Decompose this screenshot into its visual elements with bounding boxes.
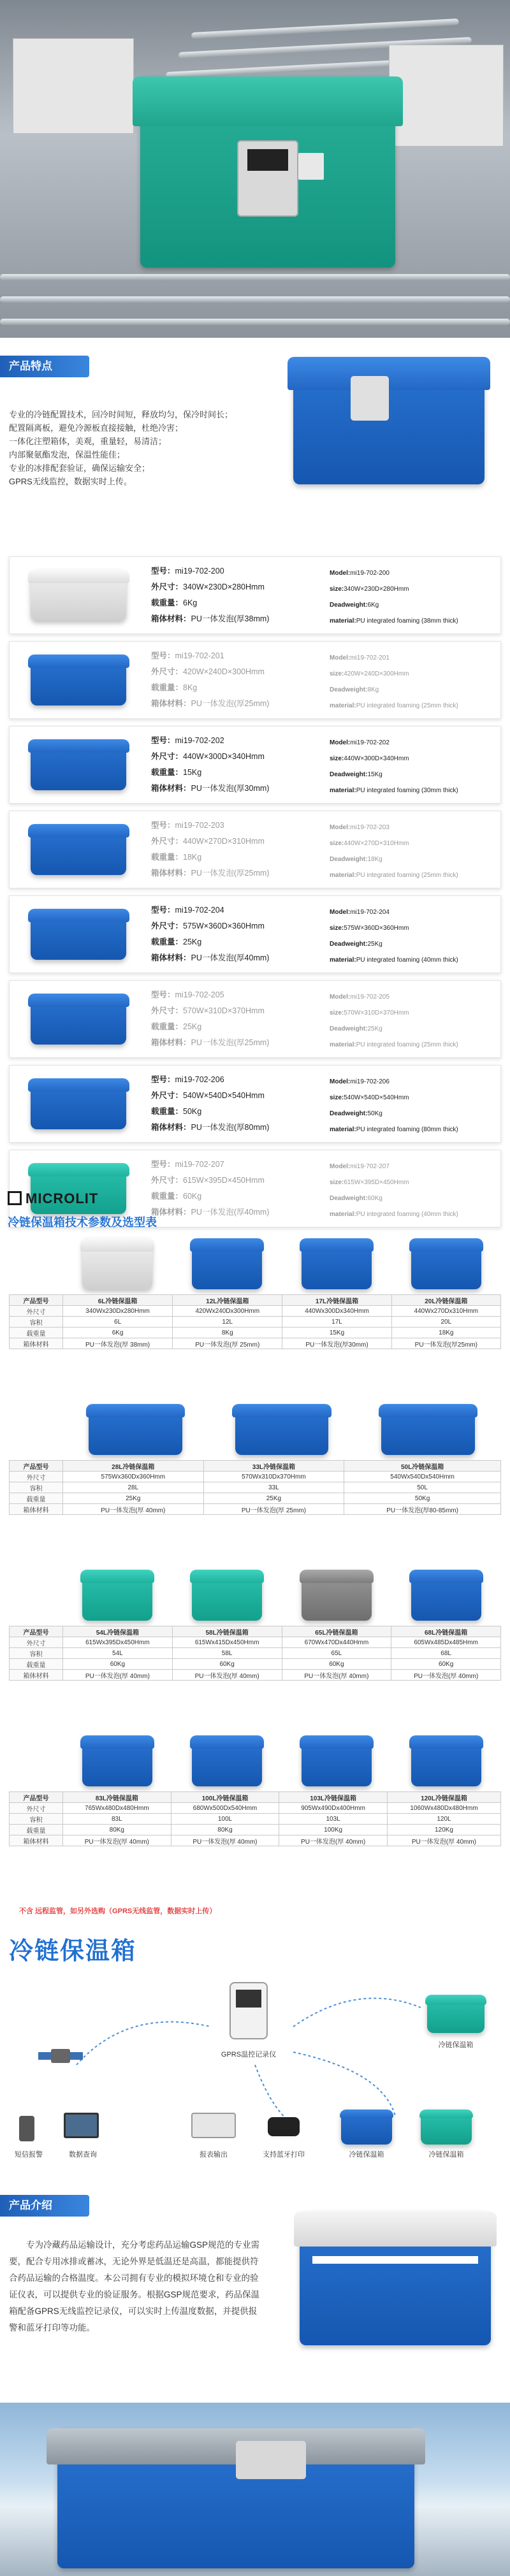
product-thumbnail xyxy=(15,1072,142,1136)
conveyor-roller xyxy=(0,296,510,303)
spec-cell: 60Kg xyxy=(172,1659,282,1670)
feature-item: 配置隔离板，避免冷源板直接接触，杜绝冷害； xyxy=(9,423,184,433)
spec-cell: 18Kg xyxy=(391,1328,500,1338)
spec-cell: PU一体发泡(厚 40mm) xyxy=(63,1504,204,1515)
box-a-label: 冷链保温箱 xyxy=(349,2151,384,2159)
blue-cooler-box xyxy=(293,357,484,484)
row-label: 箱体材料 xyxy=(10,1670,63,1681)
en-spec: Model:mi19-702-200 size:340W×230D×280Hmm Deadweight:6Kg material:PU integrated foaming (38mm thick) xyxy=(330,570,458,625)
row-label: 产品型号 xyxy=(10,1295,63,1306)
spec-cell: 440Wx300Dx340Hmm xyxy=(282,1306,391,1317)
conveyor-roller xyxy=(0,274,510,280)
spec-cell: 103L冷链保温箱 xyxy=(279,1792,388,1803)
spec-table-title: 冷链保温箱技术参数及选型表 xyxy=(8,1216,157,1229)
en-spec: Model:mi19-702-203 size:440W×270D×310Hmm Deadweight:18Kg material:PU integrated foaming (25mm thick) xyxy=(330,824,458,879)
en-spec: Model:mi19-702-206 size:540W×540D×540Hmm Deadweight:50Kg material:PU integrated foaming (80mm thick) xyxy=(330,1078,458,1133)
en-spec: Model:mi19-702-207 size:615W×395D×450Hmm Deadweight:60Kg material:PU integrated foaming (40mm thick) xyxy=(330,1163,458,1218)
spec-cell: 50L冷链保温箱 xyxy=(344,1461,501,1472)
row-label: 产品型号 xyxy=(10,1461,63,1472)
spec-cell: 440Wx270Dx310Hmm xyxy=(391,1306,500,1317)
spec-cell: 12L冷链保温箱 xyxy=(173,1295,282,1306)
feature-item: GPRS无线监控，数据实时上传。 xyxy=(9,477,132,486)
teal-cooler-icon xyxy=(427,1995,484,2033)
zh-spec: 型号：mi19-702-203 外尺寸：440W×270D×310Hmm 载重量：18Kg 箱体材料：PU一体发泡(厚25mm) xyxy=(151,821,270,878)
zh-spec: 型号：mi19-702-204 外尺寸：575W×360D×360Hmm 载重量：25Kg 箱体材料：PU一体发泡(厚40mm) xyxy=(151,906,270,962)
product-card xyxy=(9,980,501,1058)
spec-block xyxy=(9,1399,501,1514)
spec-cell: PU一体发泡(厚80-85mm) xyxy=(344,1504,501,1515)
spec-cell: 80Kg xyxy=(63,1825,171,1835)
spec-cell: 68L xyxy=(391,1648,501,1659)
spec-cell: 15Kg xyxy=(282,1328,391,1338)
cooler-lid xyxy=(294,2211,497,2247)
spec-product-image xyxy=(381,1404,475,1455)
row-label: 容积 xyxy=(10,1648,63,1659)
gprs-recorder-icon xyxy=(229,1982,268,2039)
row-label: 载重量 xyxy=(10,1328,63,1338)
spec-cell: PU一体发泡(厚 38mm) xyxy=(63,1338,173,1349)
spec-product-image xyxy=(192,1238,262,1289)
spec-cell: 765Wx480Dx480Hmm xyxy=(63,1803,171,1814)
spec-cell: 60Kg xyxy=(391,1659,501,1670)
spec-cell: 670Wx470Dx440Hmm xyxy=(282,1637,391,1648)
spec-cell: 80Kg xyxy=(171,1825,279,1835)
product-thumbnail xyxy=(15,1157,142,1220)
spec-cell: 83L xyxy=(63,1814,171,1825)
intro-text: 专为冷藏药品运输设计，充分考虑药品运输GSP规范的专业需要，配合专用冰排或蓄冰，无论外界是低温还是高温，都能提供符合药品运输的合格温度。本公司拥有专业的模拟环境仓和专业的验证仪表，可以提供专业的验证服务。根据GSP规范要求，药品保温箱配备GPRS无线监控记录仪，可以实时上传温度数据，并提供报警和蓝牙打印等功能。 xyxy=(9,2240,260,2333)
spec-cell: 100Kg xyxy=(279,1825,388,1835)
spec-cell: 615Wx395Dx450Hmm xyxy=(63,1637,173,1648)
spec-cell: PU一体发泡(厚30mm) xyxy=(282,1338,391,1349)
product-thumbnail xyxy=(15,818,142,881)
features-tag: 产品特点 xyxy=(0,356,89,377)
spec-cell: 54L冷链保温箱 xyxy=(63,1626,173,1637)
spec-cell: 103L xyxy=(279,1814,388,1825)
conveyor-roller xyxy=(0,319,510,325)
en-spec: Model:mi19-702-205 size:570W×310D×370Hmm Deadweight:25Kg material:PU integrated foaming (25mm thick) xyxy=(330,994,458,1048)
spec-cell: 20L xyxy=(391,1317,500,1328)
spec-cell: PU一体发泡(厚 40mm) xyxy=(172,1670,282,1681)
spec-cell: PU一体发泡(厚 40mm) xyxy=(279,1835,388,1846)
cooler-lid xyxy=(288,357,490,390)
signal-line xyxy=(293,1998,421,2027)
spec-cell: 54L xyxy=(63,1648,173,1659)
blue-cooler-icon xyxy=(341,2109,392,2145)
row-label: 载重量 xyxy=(10,1659,63,1670)
background-carton xyxy=(389,45,504,147)
spec-cell: 60Kg xyxy=(63,1659,173,1670)
spec-cell: 25Kg xyxy=(203,1493,344,1504)
spec-cell: 50L xyxy=(344,1482,501,1493)
printer-label: 报表输出 xyxy=(200,2151,228,2159)
zh-spec: 型号：mi19-702-205 外尺寸：570W×310D×370Hmm 载重量：25Kg 箱体材料：PU一体发泡(厚25mm) xyxy=(151,990,270,1047)
spec-images xyxy=(9,1565,501,1623)
row-label: 箱体材料 xyxy=(10,1835,63,1846)
en-spec: Model:mi19-702-201 size:420W×240D×300Hmm Deadweight:8Kg material:PU integrated foaming (25mm thick) xyxy=(330,655,458,709)
satellite-icon xyxy=(38,2039,83,2071)
bluetooth-printer-icon xyxy=(268,2117,300,2136)
product-thumbnail xyxy=(15,987,142,1051)
spec-cell: 65L xyxy=(282,1648,391,1659)
spec-product-image xyxy=(192,1735,262,1786)
feature-item: 专业的冷链配置技术，回冷时间短，释放均匀，保冷时间长； xyxy=(9,410,233,419)
spec-cell: 615Wx415Dx450Hmm xyxy=(172,1637,282,1648)
pc-label: 数据查询 xyxy=(69,2151,97,2159)
spec-cell: 905Wx490Dx400Hmm xyxy=(279,1803,388,1814)
spec-product-image xyxy=(302,1570,372,1621)
product-thumbnail xyxy=(15,733,142,797)
spec-table xyxy=(9,1294,501,1349)
row-label: 外尺寸 xyxy=(10,1472,63,1482)
row-label: 容积 xyxy=(10,1814,63,1825)
temperature-display-panel xyxy=(351,376,389,421)
spec-cell: PU一体发泡(厚 25mm) xyxy=(203,1504,344,1515)
product-card xyxy=(9,641,501,719)
signal-line xyxy=(76,2022,210,2066)
blue-cooler-box xyxy=(57,2428,414,2568)
zh-spec: 型号：mi19-702-202 外尺寸：440W×300D×340Hmm 载重量：15Kg 箱体材料：PU一体发泡(厚30mm) xyxy=(151,736,270,793)
spec-product-image xyxy=(235,1404,329,1455)
spec-product-image xyxy=(411,1570,481,1621)
spec-cell: PU一体发泡(厚25mm) xyxy=(391,1338,500,1349)
spec-cell: 680Wx500Dx540Hmm xyxy=(171,1803,279,1814)
spec-cell: 540Wx540Dx540Hmm xyxy=(344,1472,501,1482)
spec-cell: 68L冷链保温箱 xyxy=(391,1626,501,1637)
product-thumbnail xyxy=(15,902,142,966)
spec-product-image xyxy=(192,1570,262,1621)
gprs-label: GPRS温控记录仪 xyxy=(221,2051,277,2059)
spec-cell: 60Kg xyxy=(282,1659,391,1670)
zh-spec: 型号：mi19-702-207 外尺寸：615W×395D×450Hmm 载重量：60Kg 箱体材料：PU一体发泡(厚40mm) xyxy=(151,1160,270,1217)
spec-product-image xyxy=(82,1238,152,1289)
en-spec: Model:mi19-702-202 size:440W×300D×340Hmm Deadweight:15Kg material:PU integrated foaming (30mm thick) xyxy=(330,739,458,794)
spec-cell: PU一体发泡(厚 40mm) xyxy=(391,1670,501,1681)
spec-cell: 6L xyxy=(63,1317,173,1328)
row-label: 容积 xyxy=(10,1482,63,1493)
product-card xyxy=(9,1065,501,1143)
spec-cell: 340Wx230Dx280Hmm xyxy=(63,1306,173,1317)
printer-icon xyxy=(191,2113,236,2138)
spec-table xyxy=(9,1791,501,1846)
spec-cell: PU一体发泡(厚 40mm) xyxy=(387,1835,500,1846)
box-top-label: 冷链保温箱 xyxy=(438,2041,474,2049)
spec-cell: 8Kg xyxy=(173,1328,282,1338)
monitoring-diagram xyxy=(0,1969,510,2180)
computer-icon xyxy=(64,2113,99,2138)
spec-cell: PU一体发泡(厚 40mm) xyxy=(63,1670,173,1681)
spec-product-image xyxy=(302,1238,372,1289)
product-card xyxy=(9,556,501,634)
logo-mark-icon xyxy=(8,1191,22,1205)
spec-table xyxy=(9,1460,501,1515)
row-label: 箱体材料 xyxy=(10,1504,63,1515)
spec-cell: 1060Wx480Dx480Hmm xyxy=(387,1803,500,1814)
spec-cell: 83L冷链保温箱 xyxy=(63,1792,171,1803)
product-card xyxy=(9,895,501,973)
spec-cell: 12L xyxy=(173,1317,282,1328)
signal-line xyxy=(293,2052,395,2116)
feature-item: 内部聚氨酯发泡，保温性能佳； xyxy=(9,450,126,459)
spec-images xyxy=(9,1399,501,1458)
zh-spec: 型号：mi19-702-200 外尺寸：340W×230D×280Hmm 载重量：6Kg 箱体材料：PU一体发泡(厚38mm) xyxy=(151,567,270,623)
brand-logo: MICROLIT xyxy=(8,1190,98,1207)
feature-item: 专业的冰排配套验证，确保运输安全； xyxy=(9,463,150,473)
spec-cell: 17L冷链保温箱 xyxy=(282,1295,391,1306)
spec-cell: 6L冷链保温箱 xyxy=(63,1295,173,1306)
spec-cell: 120L冷链保温箱 xyxy=(387,1792,500,1803)
phone-icon xyxy=(19,2116,34,2141)
spec-product-image xyxy=(89,1404,182,1455)
spec-cell: 120Kg xyxy=(387,1825,500,1835)
box-b-label: 冷链保温箱 xyxy=(428,2151,464,2159)
spec-cell: PU一体发泡(厚 25mm) xyxy=(173,1338,282,1349)
row-label: 产品型号 xyxy=(10,1626,63,1637)
row-label: 外尺寸 xyxy=(10,1637,63,1648)
coldchain-title: 冷链保温箱 xyxy=(9,1938,137,1965)
cooler-lid xyxy=(133,76,403,126)
spec-images xyxy=(9,1730,501,1789)
product-card xyxy=(9,811,501,888)
hero-image xyxy=(0,0,510,338)
spec-product-image xyxy=(82,1735,152,1786)
white-stripe xyxy=(312,2256,478,2264)
spec-table xyxy=(9,1626,501,1681)
spec-cell: 120L xyxy=(387,1814,500,1825)
spec-cell: 65L冷链保温箱 xyxy=(282,1626,391,1637)
product-card xyxy=(9,726,501,804)
spec-cell: PU一体发泡(厚 40mm) xyxy=(171,1835,279,1846)
spec-cell: 570Wx310Dx370Hmm xyxy=(203,1472,344,1482)
spec-cell: 100L xyxy=(171,1814,279,1825)
phone-label: 短信报警 xyxy=(15,2151,43,2159)
spec-block xyxy=(9,1233,501,1349)
spec-block xyxy=(9,1730,501,1846)
gprs-note: 不含 远程监管，如另外选购（GPRS无线监管，数据实时上传） xyxy=(19,1907,217,1915)
spec-cell: 420Wx240Dx300Hmm xyxy=(173,1306,282,1317)
spec-cell: 6Kg xyxy=(63,1328,173,1338)
intro-tag: 产品介绍 xyxy=(0,2195,89,2217)
row-label: 外尺寸 xyxy=(10,1803,63,1814)
row-label: 外尺寸 xyxy=(10,1306,63,1317)
spec-block xyxy=(9,1565,501,1680)
spec-images xyxy=(9,1233,501,1292)
spec-cell: 58L冷链保温箱 xyxy=(172,1626,282,1637)
row-label: 箱体材料 xyxy=(10,1338,63,1349)
conveyor-roller xyxy=(191,18,459,39)
spec-product-image xyxy=(82,1570,152,1621)
spec-cell: 25Kg xyxy=(63,1493,204,1504)
spec-cell: 28L xyxy=(63,1482,204,1493)
spec-cell: 17L xyxy=(282,1317,391,1328)
spec-product-image xyxy=(411,1735,481,1786)
display-screen xyxy=(247,149,288,171)
feature-item: 一体化注塑箱体，美观，重量轻，易清洁； xyxy=(9,437,167,446)
spec-cell: 58L xyxy=(172,1648,282,1659)
latch-icon xyxy=(298,153,324,180)
row-label: 产品型号 xyxy=(10,1792,63,1803)
teal-cooler-box xyxy=(140,76,395,268)
spec-cell: 20L冷链保温箱 xyxy=(391,1295,500,1306)
spec-cell: 100L冷链保温箱 xyxy=(171,1792,279,1803)
blue-cooler-box xyxy=(300,2211,491,2345)
spec-cell: PU一体发泡(厚 40mm) xyxy=(282,1670,391,1681)
temperature-display-panel xyxy=(237,140,298,217)
product-thumbnail xyxy=(15,648,142,712)
teal-cooler-icon xyxy=(421,2109,472,2145)
spec-cell: 50Kg xyxy=(344,1493,501,1504)
spec-cell: 33L冷链保温箱 xyxy=(203,1461,344,1472)
spec-cell: 605Wx485Dx485Hmm xyxy=(391,1637,501,1648)
zh-spec: 型号：mi19-702-201 外尺寸：420W×240D×300Hmm 载重量：8Kg 箱体材料：PU一体发泡(厚25mm) xyxy=(151,651,270,708)
snow-scene-image xyxy=(0,2403,510,2576)
spec-cell: PU一体发泡(厚 40mm) xyxy=(63,1835,171,1846)
en-spec: Model:mi19-702-204 size:575W×360D×360Hmm Deadweight:25Kg material:PU integrated foaming (40mm thick) xyxy=(330,909,458,964)
bt-label: 支持蓝牙打印 xyxy=(263,2151,305,2159)
row-label: 载重量 xyxy=(10,1493,63,1504)
background-carton xyxy=(13,38,134,134)
spec-product-image xyxy=(302,1735,372,1786)
product-thumbnail xyxy=(15,563,142,627)
row-label: 载重量 xyxy=(10,1825,63,1835)
spec-product-image xyxy=(411,1238,481,1289)
row-label: 容积 xyxy=(10,1317,63,1328)
spec-cell: 28L冷链保温箱 xyxy=(63,1461,204,1472)
feature-list xyxy=(9,408,277,488)
spec-cell: 575Wx360Dx360Hmm xyxy=(63,1472,204,1482)
spec-cell: 33L xyxy=(203,1482,344,1493)
temperature-display-panel xyxy=(236,2441,306,2479)
zh-spec: 型号：mi19-702-206 外尺寸：540W×540D×540Hmm 载重量：50Kg 箱体材料：PU一体发泡(厚80mm) xyxy=(151,1075,270,1132)
